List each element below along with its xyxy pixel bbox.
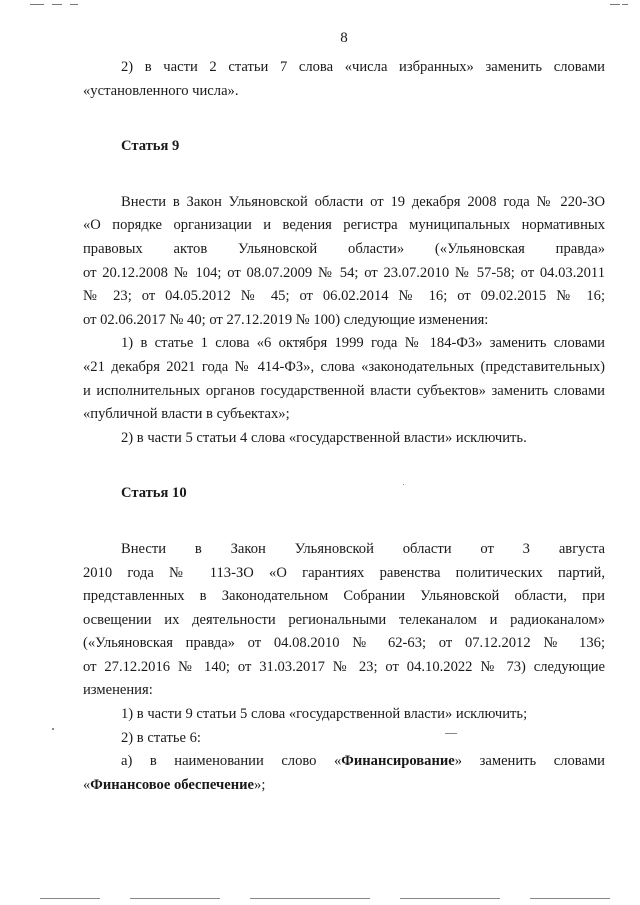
paragraph-line: освещении их деятельности региональными телеканалом и радиоканалом» bbox=[83, 611, 605, 628]
paragraph-line: Внести в Закон Ульяновской области от 3 августа bbox=[121, 540, 605, 557]
page-number: 8 bbox=[340, 30, 348, 46]
paragraph-line: «установленного числа». bbox=[83, 82, 239, 99]
paragraph-line: от 02.06.2017 № 40; от 27.12.2019 № 100) следующие изменения: bbox=[83, 311, 489, 328]
document-body bbox=[83, 56, 605, 797]
scan-speck bbox=[52, 728, 54, 730]
paragraph-line: Внести в Закон Ульяновской области от 19 декабря 2008 года № 220-ЗО bbox=[121, 193, 605, 210]
paragraph-line: 1) в статье 1 слова «6 октября 1999 года № 184-ФЗ» заменить словами bbox=[121, 335, 605, 352]
text-run: « bbox=[83, 776, 91, 793]
paragraph-line: 1) в части 9 статьи 5 слова «государственной власти» исключить; bbox=[121, 706, 528, 723]
paragraph-line bbox=[83, 774, 605, 798]
paragraph-line: 2010 года № 113-ЗО «О гарантиях равенства политических партий, bbox=[83, 564, 605, 581]
paragraph-line: № 23; от 04.05.2012 № 45; от 06.02.2014 № 16; от 09.02.2015 № 16; bbox=[83, 288, 605, 305]
paragraph-line: «публичной власти в субъектах»; bbox=[83, 406, 290, 423]
paragraph-line: правовых актов Ульяновской области» («Ульяновская правда» bbox=[83, 240, 605, 257]
spacer bbox=[83, 506, 605, 538]
scan-speck bbox=[445, 733, 457, 734]
text-run: а) в наименовании слово « bbox=[121, 753, 342, 770]
scan-speck bbox=[403, 484, 404, 485]
paragraph-line: 2) в части 2 статьи 7 слова «числа избранных» заменить словами bbox=[121, 59, 605, 75]
text-run: » заменить словами bbox=[454, 753, 605, 770]
paragraph-line: «21 декабря 2021 года № 414-ФЗ», слова «законодательных (представительных) bbox=[83, 358, 605, 375]
paragraph-line: изменения: bbox=[83, 682, 153, 699]
spacer bbox=[83, 103, 605, 135]
paragraph-line: («Ульяновская правда» от 04.08.2010 № 62-63; от 07.12.2012 № 136; bbox=[83, 635, 605, 652]
paragraph-line: 2) в части 5 статьи 4 слова «государственной власти» исключить. bbox=[121, 429, 527, 446]
paragraph-line: и исполнительных органов государственной власти субъектов» заменить словами bbox=[83, 382, 605, 399]
article-heading: Статья 9 bbox=[121, 138, 180, 155]
bold-term: Финансирование bbox=[341, 753, 455, 770]
paragraph-line bbox=[83, 750, 605, 774]
text-run: »; bbox=[254, 776, 266, 793]
scan-edge-top bbox=[0, 0, 640, 8]
spacer bbox=[83, 450, 605, 482]
paragraph-line: от 20.12.2008 № 104; от 08.07.2009 № 54; от 23.07.2010 № 57-58; от 04.03.2011 bbox=[83, 264, 605, 281]
spacer bbox=[83, 159, 605, 191]
bold-term: Финансовое обеспечение bbox=[90, 776, 255, 793]
article-heading: Статья 10 bbox=[121, 485, 187, 502]
scan-edge-bottom bbox=[0, 897, 640, 901]
paragraph-line: от 27.12.2016 № 140; от 31.03.2017 № 23; от 04.10.2022 № 73) следующие bbox=[83, 658, 605, 675]
paragraph-line: 2) в статье 6: bbox=[121, 729, 201, 746]
paragraph-line: представленных в Законодательном Собрании Ульяновской области, при bbox=[83, 588, 605, 605]
paragraph-line: «О порядке организации и ведения регистра муниципальных нормативных bbox=[83, 217, 605, 234]
